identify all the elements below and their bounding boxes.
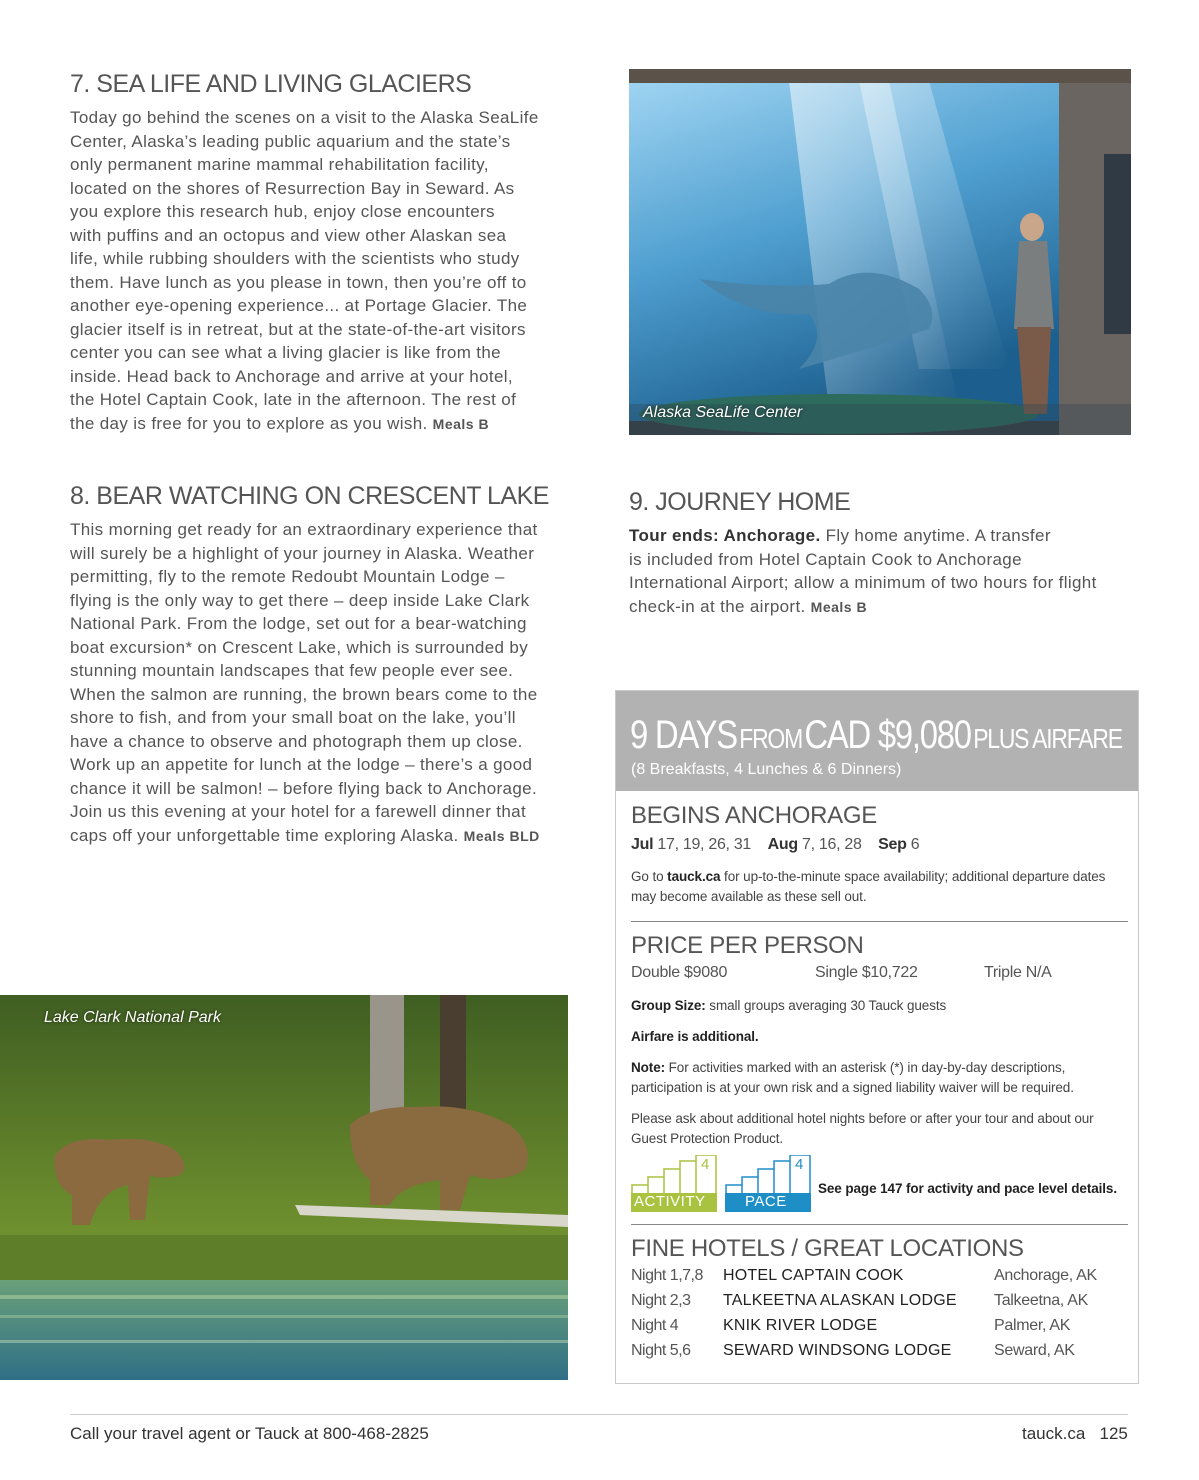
text-line: is included from Hotel Captain Cook to Anchorage (629, 549, 1022, 569)
text-line: International Airport; allow a minimum of two hours for flight (629, 573, 1097, 592)
text-line: stunning mountain landscapes that few people ever see. (70, 661, 514, 680)
text-line: another eye-opening experience... at Portage Glacier. The (70, 296, 528, 315)
single-price: Single $10,722 (815, 964, 918, 981)
tour-ends-label: Tour ends: Anchorage. (629, 526, 821, 545)
pace-level-graphic (725, 1155, 811, 1212)
text-line: have a chance to observe and photograph them up close. (70, 731, 523, 751)
text-line: When the salmon are running, the brown bears come to the (70, 684, 538, 704)
hotel-location: Seward, AK (994, 1342, 1075, 1359)
group-size-label: Group Size: (631, 998, 706, 1013)
footer-contact: Call your travel agent or Tauck at 800-468-2825 (70, 1424, 429, 1443)
date-days: 7, 16, 28 (802, 836, 862, 853)
tauck-link[interactable]: tauck.ca (667, 869, 721, 884)
double-price: Double $9080 (631, 964, 728, 981)
trip-info-box (615, 690, 1139, 1384)
note-text: For activities marked with an asterisk (*) in day-by-day descriptions, participation is at your own risk and a signed liability waiver will be required. (631, 1060, 1074, 1095)
hotel-row (631, 1317, 1111, 1341)
text-line: flying is the only way to get there – deep inside Lake Clark (70, 590, 530, 610)
text-line: This morning get ready for an extraordinary experience that (70, 520, 538, 539)
note-label: Note: (631, 1060, 665, 1075)
hotel-name: KNIK RIVER LODGE (723, 1317, 878, 1334)
text-line: glacier itself is in retreat, but at the state-of-the-art visitors (70, 319, 526, 339)
hotel-location: Talkeetna, AK (994, 1292, 1088, 1309)
date-month: Sep (878, 836, 907, 853)
waiver-note (631, 1058, 1131, 1097)
text-line: the Hotel Captain Cook, late in the afternoon. The rest of (70, 390, 517, 409)
bears-photo (0, 995, 568, 1380)
text-line: with puffins and an octopus and view other Alaskan sea (70, 225, 507, 245)
hotels-title: FINE HOTELS / GREAT LOCATIONS (631, 1235, 1024, 1262)
availability-text: for up-to-the-minute space availability; additional departure dates may become available as these sell out. (631, 869, 1106, 904)
meals-code: Meals BLD (463, 827, 540, 844)
hotel-row (631, 1292, 1111, 1316)
text-line (70, 824, 540, 849)
date-days: 17, 19, 26, 31 (657, 836, 752, 853)
price-label: CAD $9,080 (804, 713, 971, 757)
text-line: permitting, fly to the remote Redoubt Mountain Lodge – (70, 567, 505, 586)
divider (631, 921, 1128, 922)
text-line: Join us this evening at your hotel for a farewell dinner that (70, 802, 527, 821)
hotel-night: Night 1,7,8 (631, 1267, 703, 1284)
text-line: Center, Alaska’s leading public aquarium and the state’s (70, 131, 511, 151)
footer-site-link[interactable]: tauck.ca (1022, 1424, 1086, 1443)
text-line: center you can see what a living glacier is like from the (70, 343, 501, 362)
airfare-text: Airfare is additional. (631, 1029, 759, 1044)
group-size (631, 996, 946, 1016)
section-9-body (629, 524, 1097, 619)
text-line-content: Fly home anytime. A transfer (820, 526, 1051, 545)
text-line (629, 595, 1097, 620)
bears-caption: Lake Clark National Park (44, 1009, 221, 1026)
section-7-title: 7. SEA LIFE AND LIVING GLACIERS (70, 70, 472, 98)
hotel-night: Night 5,6 (631, 1342, 691, 1359)
text-line: you explore this research hub, enjoy close encounters (70, 202, 495, 221)
section-8-title: 8. BEAR WATCHING ON CRESCENT LAKE (70, 482, 549, 510)
text-line (70, 412, 539, 437)
text-line: National Park. From the lodge, set out for a bear-watching (70, 614, 527, 633)
footer-divider (70, 1414, 1128, 1415)
begins-title: BEGINS ANCHORAGE (631, 802, 877, 829)
availability-prefix: Go to (631, 869, 668, 884)
hotel-night: Night 4 (631, 1317, 679, 1334)
date-month: Jul (631, 836, 654, 853)
text-line-content: caps off your unforgettable time exploring Alaska. (70, 825, 459, 845)
guest-protection-note: Please ask about additional hotel nights before or after your tour and about our Guest Protection Product. (631, 1111, 1094, 1146)
hotel-location: Anchorage, AK (994, 1267, 1097, 1284)
text-line: shore to fish, and from your small boat on the lake, you’ll (70, 708, 516, 727)
activity-label: ACTIVITY (634, 1193, 706, 1210)
text-line (629, 524, 1097, 548)
from-label: FROM (739, 723, 802, 754)
meals-code: Meals B (432, 415, 490, 432)
group-size-text: small groups averaging 30 Tauck guests (705, 998, 947, 1013)
meals-code: Meals B (810, 598, 868, 615)
text-line-content: check-in at the airport. (629, 596, 806, 616)
hotel-location: Palmer, AK (994, 1317, 1071, 1334)
section-8-body (70, 518, 540, 848)
text-line: Work up an appetite for lunch at the lodge – there’s a good (70, 755, 533, 774)
footer-page-info (1022, 1424, 1128, 1444)
hotel-name: SEWARD WINDSONG LODGE (723, 1342, 952, 1359)
duration-label: 9 DAYS (630, 713, 737, 757)
text-line: Today go behind the scenes on a visit to the Alaska SeaLife (70, 108, 539, 127)
bears-photo-art (0, 995, 568, 1380)
sealife-caption: Alaska SeaLife Center (643, 404, 803, 421)
sealife-photo-art (629, 69, 1131, 435)
price-per-person-title: PRICE PER PERSON (631, 932, 864, 959)
levels-note: See page 147 for activity and pace level details. (818, 1181, 1117, 1196)
text-line: only permanent marine mammal rehabilitation facility, (70, 155, 489, 174)
price-headline (630, 713, 1122, 758)
page-number: 125 (1099, 1424, 1128, 1443)
airfare-note (631, 1027, 759, 1047)
divider (631, 1224, 1128, 1225)
hotel-row (631, 1342, 1111, 1366)
sealife-photo (629, 69, 1131, 435)
text-line: inside. Head back to Anchorage and arrive at your hotel, (70, 366, 513, 386)
plus-airfare-label: PLUS AIRFARE (973, 723, 1122, 754)
text-line: located on the shores of Resurrection Bay in Seward. As (70, 178, 515, 198)
section-9-title: 9. JOURNEY HOME (629, 488, 851, 516)
date-month: Aug (767, 836, 798, 853)
hotel-name: HOTEL CAPTAIN COOK (723, 1267, 904, 1284)
text-line: chance it will be salmon! – before flying back to Anchorage. (70, 778, 538, 798)
hotel-name: TALKEETNA ALASKAN LODGE (723, 1292, 957, 1309)
meals-summary: (8 Breakfasts, 4 Lunches & 6 Dinners) (631, 761, 902, 778)
availability-note (631, 867, 1131, 906)
activity-level-graphic (631, 1155, 717, 1212)
date-days: 6 (910, 836, 920, 853)
hotel-night: Night 2,3 (631, 1292, 691, 1309)
section-7-body (70, 106, 539, 436)
price-banner (616, 691, 1138, 791)
text-line: life, while rubbing shoulders with the scientists who study (70, 249, 520, 268)
text-line: them. Have lunch as you please in town, then you’re off to (70, 272, 527, 292)
pace-label: PACE (745, 1193, 787, 1210)
activity-level-number: 4 (701, 1156, 710, 1173)
hotel-row (631, 1267, 1111, 1291)
pace-level-number: 4 (795, 1156, 804, 1173)
triple-price: Triple N/A (984, 964, 1052, 981)
text-line: will surely be a highlight of your journey in Alaska. Weather (70, 543, 535, 563)
text-line: boat excursion* on Crescent Lake, which is surrounded by (70, 637, 529, 657)
text-line-content: the day is free for you to explore as you wish. (70, 413, 428, 433)
departure-dates (631, 836, 919, 854)
